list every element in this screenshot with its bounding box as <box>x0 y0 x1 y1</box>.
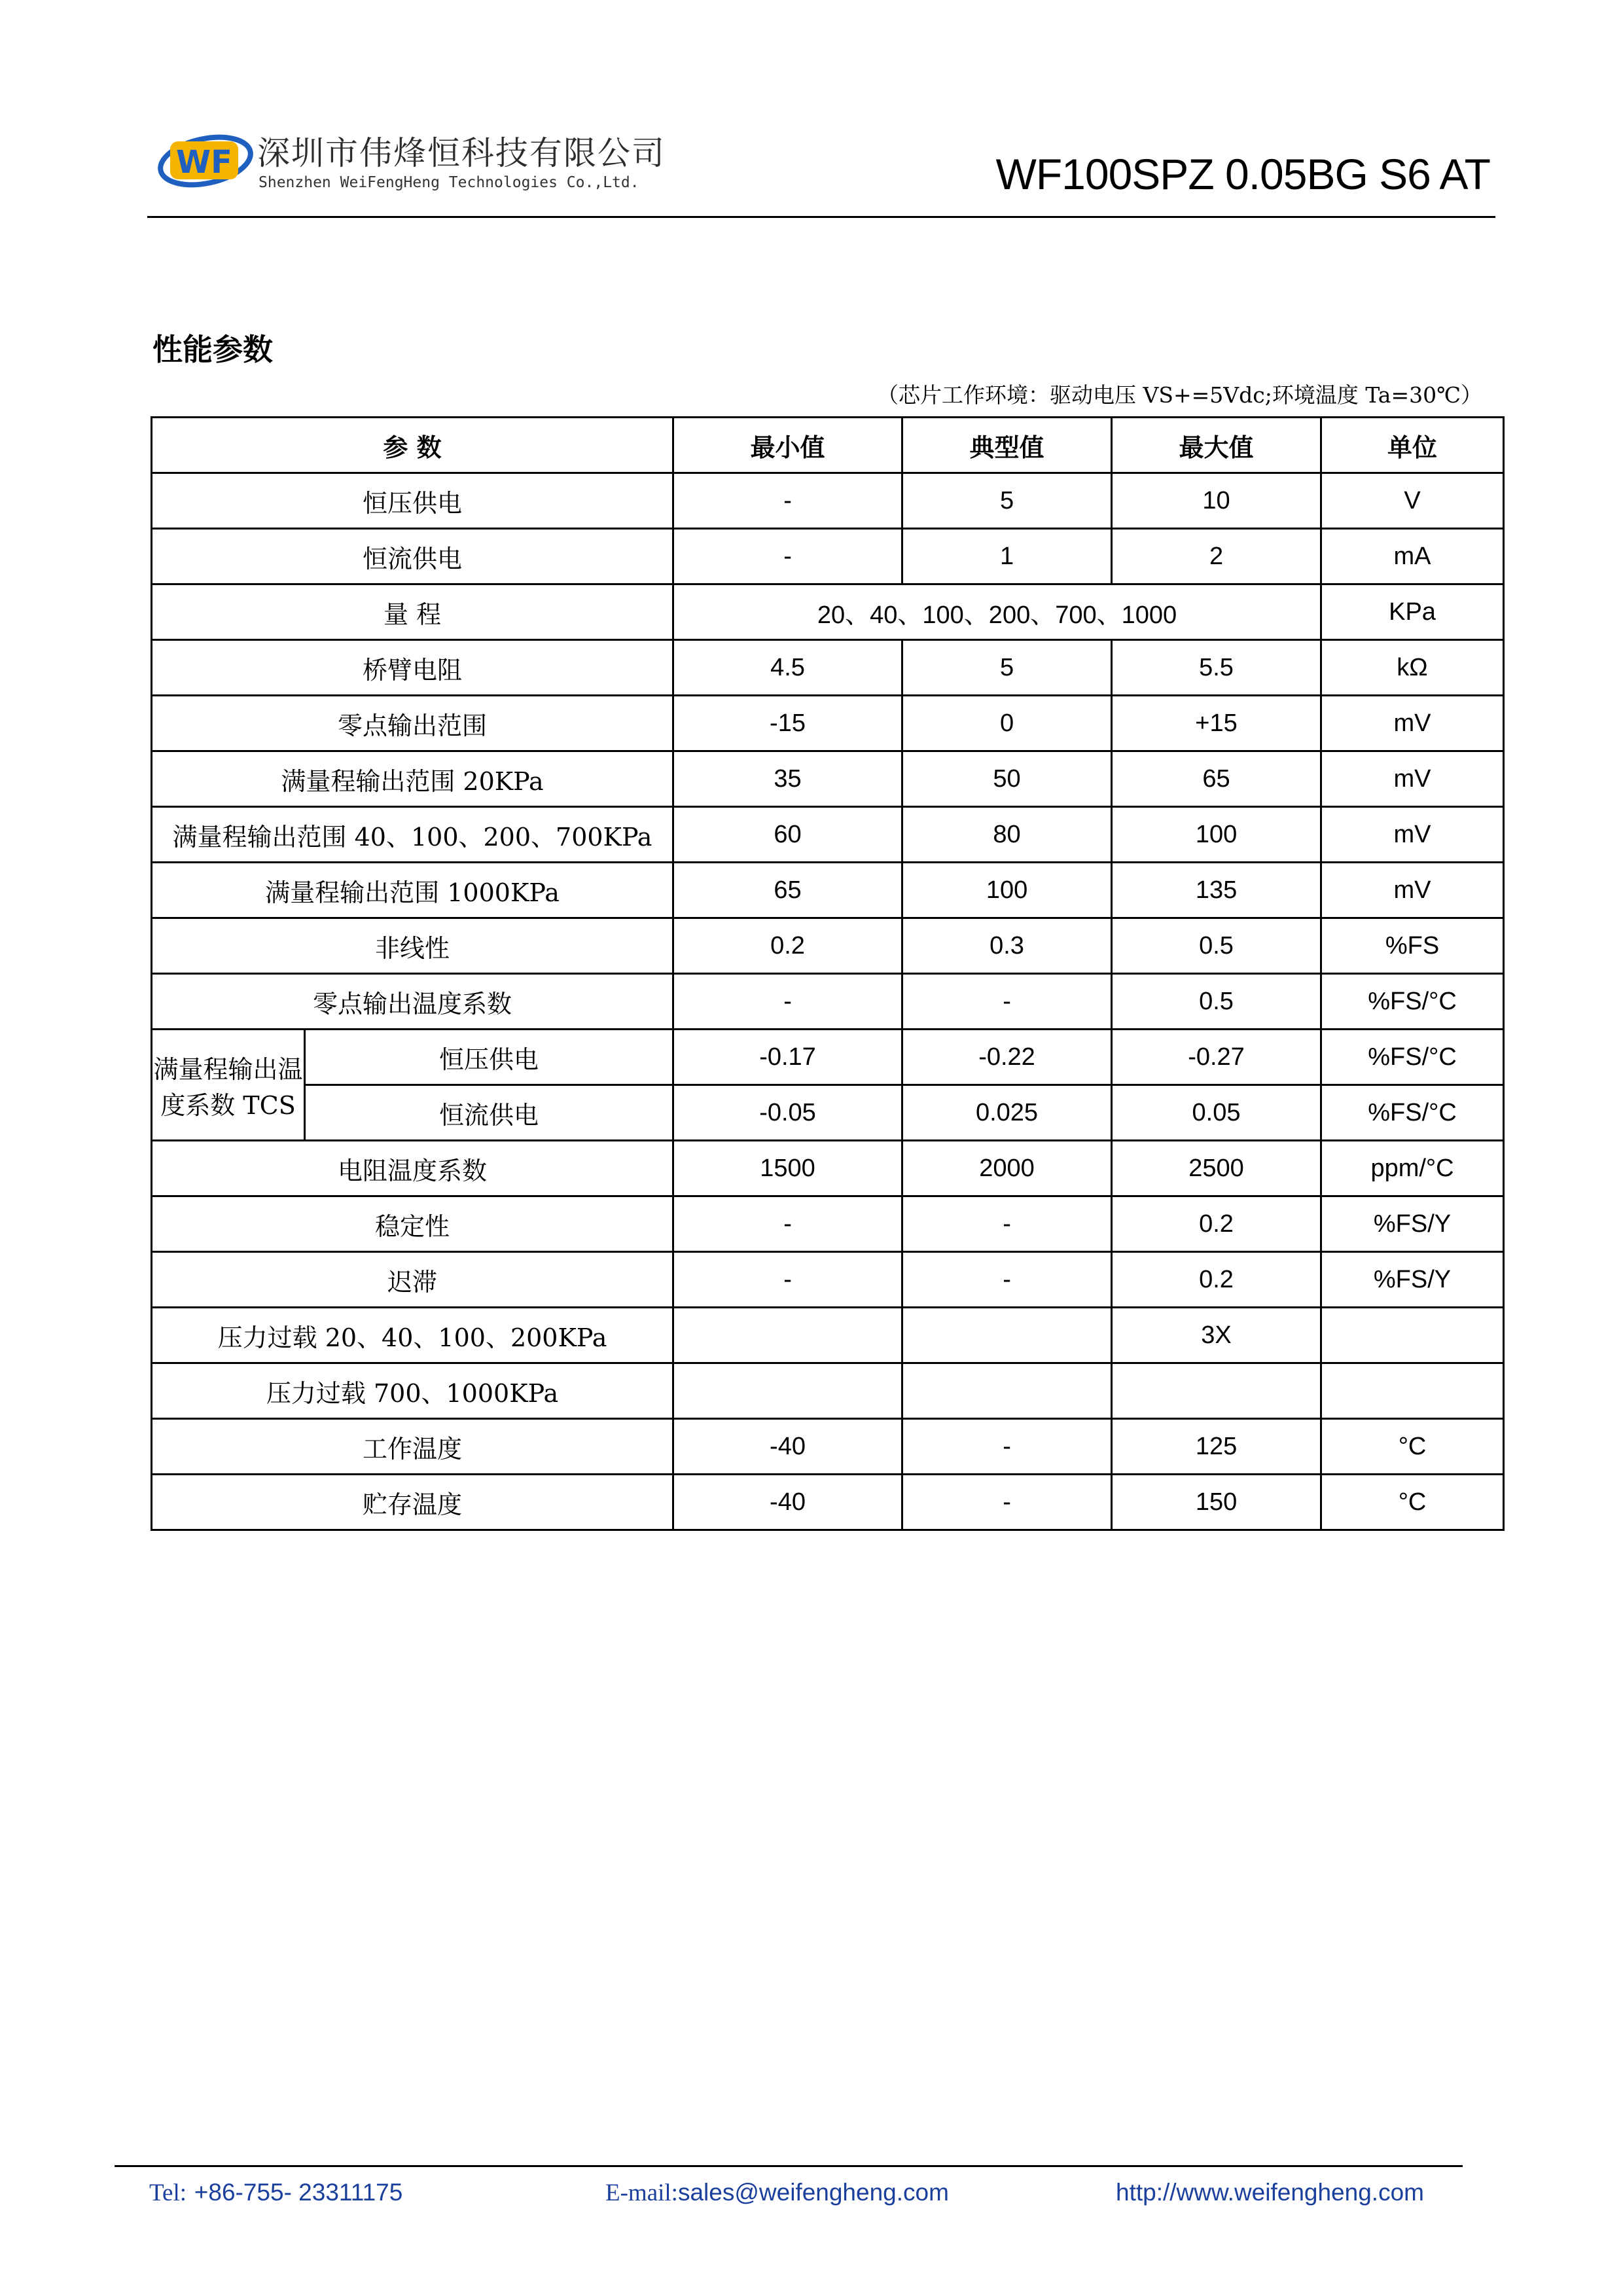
max-cell: 0.5 <box>1112 918 1321 974</box>
email-link[interactable]: sales@weifengheng.com <box>677 2179 949 2206</box>
param-cell: 恒流供电 <box>152 529 673 584</box>
min-cell: -15 <box>673 696 902 751</box>
unit-cell: %FS/Y <box>1321 1196 1504 1252</box>
min-cell: 1500 <box>673 1141 902 1196</box>
max-cell: 135 <box>1112 863 1321 918</box>
typ-cell: 0 <box>902 696 1112 751</box>
typ-cell: 2000 <box>902 1141 1112 1196</box>
max-cell: 0.5 <box>1112 974 1321 1030</box>
min-cell: -40 <box>673 1419 902 1475</box>
max-cell <box>1112 1363 1321 1419</box>
typ-cell: - <box>902 1196 1112 1252</box>
svg-text:WF: WF <box>176 144 232 181</box>
min-cell: - <box>673 473 902 529</box>
param-cell: 电阻温度系数 <box>152 1141 673 1196</box>
min-cell: 4.5 <box>673 640 902 696</box>
product-model: WF100SPZ 0.05BG S6 AT <box>995 150 1490 198</box>
sub-param-cell: 恒流供电 <box>305 1085 673 1141</box>
typ-cell: - <box>902 1419 1112 1475</box>
typ-cell: 100 <box>902 863 1112 918</box>
section-title: 性能参数 <box>152 332 273 367</box>
tel-value: +86-755- 23311175 <box>194 2179 403 2206</box>
email-label: E-mail: <box>605 2179 678 2206</box>
unit-cell: °C <box>1321 1475 1504 1530</box>
param-cell: 稳定性 <box>152 1196 673 1252</box>
table-row <box>152 696 1504 751</box>
typ-cell <box>902 1363 1112 1419</box>
header-min: 最小值 <box>673 418 902 473</box>
unit-cell: V <box>1321 473 1504 529</box>
max-cell: +15 <box>1112 696 1321 751</box>
unit-cell <box>1321 1308 1504 1363</box>
param-cell: 量 程 <box>152 584 673 640</box>
max-cell: 125 <box>1112 1419 1321 1475</box>
typ-cell: - <box>902 1252 1112 1308</box>
min-cell <box>673 1308 902 1363</box>
min-cell: - <box>673 1252 902 1308</box>
min-cell: -40 <box>673 1475 902 1530</box>
test-conditions: （芯片工作环境：驱动电压 VS+=5Vdc;环境温度 Ta=30℃） <box>877 382 1482 408</box>
unit-cell: KPa <box>1321 584 1504 640</box>
param-cell: 工作温度 <box>152 1419 673 1475</box>
table-row <box>152 807 1504 863</box>
min-cell: 0.2 <box>673 918 902 974</box>
footer-tel <box>149 2178 402 2207</box>
website-link[interactable]: http://www.weifengheng.com <box>1116 2179 1424 2206</box>
typ-cell: 80 <box>902 807 1112 863</box>
unit-cell: %FS/Y <box>1321 1252 1504 1308</box>
unit-cell: mA <box>1321 529 1504 584</box>
param-cell: 满量程输出范围 40、100、200、700KPa <box>152 807 673 863</box>
table-row <box>152 1363 1504 1419</box>
max-cell: 65 <box>1112 751 1321 807</box>
max-cell: 3X <box>1112 1308 1321 1363</box>
footer-divider <box>115 2165 1463 2167</box>
table-row <box>152 473 1504 529</box>
table-row <box>152 1475 1504 1530</box>
unit-cell: mV <box>1321 751 1504 807</box>
max-cell: 0.2 <box>1112 1252 1321 1308</box>
table-row <box>152 1308 1504 1363</box>
min-cell: -0.05 <box>673 1085 902 1141</box>
unit-cell: mV <box>1321 696 1504 751</box>
max-cell: 2500 <box>1112 1141 1321 1196</box>
table-row <box>152 918 1504 974</box>
table-row <box>152 751 1504 807</box>
tel-label: Tel: <box>149 2179 187 2206</box>
unit-cell: ppm/°C <box>1321 1141 1504 1196</box>
unit-cell: mV <box>1321 863 1504 918</box>
company-name-en: Shenzhen WeiFengHeng Technologies Co.,Ltd. <box>259 174 639 191</box>
max-cell: 10 <box>1112 473 1321 529</box>
param-cell: 迟滞 <box>152 1252 673 1308</box>
typ-cell: 1 <box>902 529 1112 584</box>
typ-cell: 0.3 <box>902 918 1112 974</box>
param-cell: 恒压供电 <box>152 473 673 529</box>
min-cell: - <box>673 1196 902 1252</box>
table-row <box>152 1419 1504 1475</box>
sub-param-cell: 恒压供电 <box>305 1030 673 1085</box>
footer-email <box>605 2178 949 2207</box>
min-cell: 65 <box>673 863 902 918</box>
typ-cell: - <box>902 1475 1112 1530</box>
min-cell: - <box>673 529 902 584</box>
header-max: 最大值 <box>1112 418 1321 473</box>
unit-cell: °C <box>1321 1419 1504 1475</box>
typ-cell: - <box>902 974 1112 1030</box>
header-param: 参 数 <box>152 418 673 473</box>
typ-cell: 50 <box>902 751 1112 807</box>
page-header <box>147 118 1495 219</box>
max-cell: 2 <box>1112 529 1321 584</box>
param-cell: 贮存温度 <box>152 1475 673 1530</box>
company-logo <box>157 130 254 192</box>
header-typ: 典型值 <box>902 418 1112 473</box>
param-cell: 桥臂电阻 <box>152 640 673 696</box>
unit-cell <box>1321 1363 1504 1419</box>
table-row <box>152 1196 1504 1252</box>
max-cell: 0.2 <box>1112 1196 1321 1252</box>
table-header-row <box>152 418 1504 473</box>
header-unit: 单位 <box>1321 418 1504 473</box>
param-cell: 非线性 <box>152 918 673 974</box>
param-cell <box>152 1030 305 1141</box>
typ-cell: -0.22 <box>902 1030 1112 1085</box>
unit-cell: %FS/°C <box>1321 1030 1504 1085</box>
company-name-cn: 深圳市伟烽恒科技有限公司 <box>257 134 666 172</box>
param-cell: 零点输出范围 <box>152 696 673 751</box>
max-cell: 150 <box>1112 1475 1321 1530</box>
unit-cell: %FS <box>1321 918 1504 974</box>
param-cell: 满量程输出范围 20KPa <box>152 751 673 807</box>
param-cell: 压力过载 700、1000KPa <box>152 1363 673 1419</box>
max-cell: 100 <box>1112 807 1321 863</box>
typ-cell: 5 <box>902 640 1112 696</box>
unit-cell: %FS/°C <box>1321 974 1504 1030</box>
max-cell: 5.5 <box>1112 640 1321 696</box>
unit-cell: %FS/°C <box>1321 1085 1504 1141</box>
min-cell: 60 <box>673 807 902 863</box>
unit-cell: kΩ <box>1321 640 1504 696</box>
table-row <box>152 640 1504 696</box>
param-cell: 零点输出温度系数 <box>152 974 673 1030</box>
table-row <box>152 1085 1504 1141</box>
table-row <box>152 974 1504 1030</box>
param-cell: 压力过载 20、40、100、200KPa <box>152 1308 673 1363</box>
min-cell <box>673 1363 902 1419</box>
min-cell: 35 <box>673 751 902 807</box>
table-row <box>152 1252 1504 1308</box>
max-cell: 0.05 <box>1112 1085 1321 1141</box>
param-cell: 满量程输出范围 1000KPa <box>152 863 673 918</box>
table-row <box>152 1030 1504 1085</box>
typ-cell: 5 <box>902 473 1112 529</box>
table-row <box>152 1141 1504 1196</box>
footer-website <box>1116 2178 1424 2206</box>
header-divider <box>147 216 1495 218</box>
table-row <box>152 863 1504 918</box>
min-cell: -0.17 <box>673 1030 902 1085</box>
min-cell: - <box>673 974 902 1030</box>
range-cell: 20、40、100、200、700、1000 <box>673 584 1321 640</box>
unit-cell: mV <box>1321 807 1504 863</box>
table-row <box>152 584 1504 640</box>
typ-cell: 0.025 <box>902 1085 1112 1141</box>
table-row <box>152 529 1504 584</box>
spec-table <box>151 416 1505 1531</box>
typ-cell <box>902 1308 1112 1363</box>
max-cell: -0.27 <box>1112 1030 1321 1085</box>
param-label: 满量程输出温度系数 TCS <box>153 1054 303 1120</box>
